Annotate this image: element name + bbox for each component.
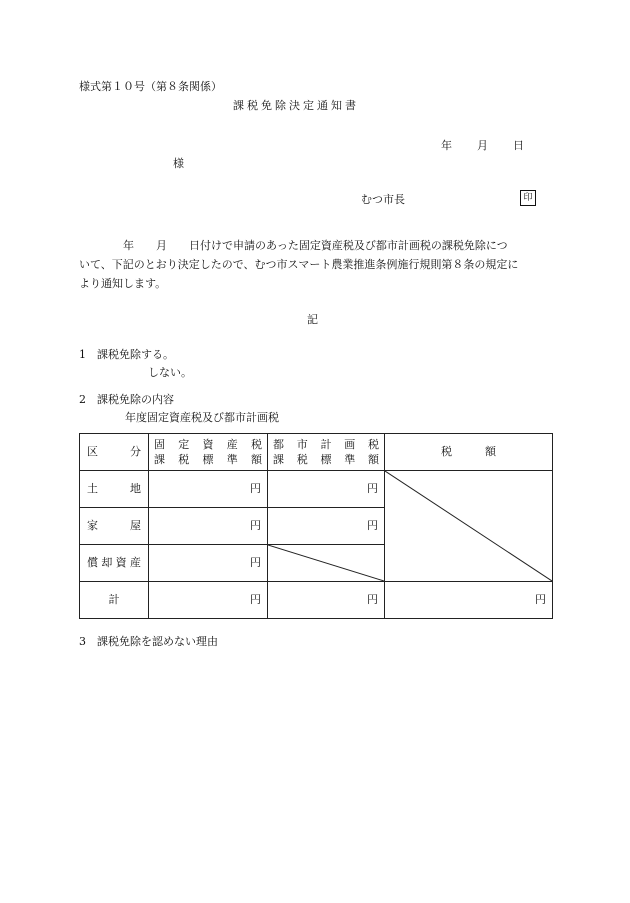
diagonal-strike: [385, 471, 552, 581]
row-label: 家 屋: [80, 508, 149, 545]
body-line-2: いて、下記のとおり決定したので、むつ市スマート農業推進条例施行規則第８条の規定に: [79, 258, 519, 271]
total-label: 計: [80, 582, 149, 619]
header-city-planning-line1: 都 市 計 画 税: [273, 438, 379, 451]
header-fixed-asset: [149, 434, 268, 471]
row-fixed-asset-value: 円: [149, 508, 268, 545]
body-line-3: より通知します。: [79, 277, 167, 290]
row-city-planning-value: 円: [268, 508, 385, 545]
header-tax-amount: 税 額: [385, 434, 553, 471]
date-month: 月: [477, 139, 488, 152]
row-fixed-asset-value: 円: [149, 545, 268, 582]
header-city-planning: [268, 434, 385, 471]
total-fixed-asset-value: 円: [149, 582, 268, 619]
item1-label: 1 課税免除する。: [79, 348, 174, 361]
form-number: 様式第１０号（第８条関係）: [79, 80, 222, 93]
total-tax-amount: 円: [385, 582, 553, 619]
seal-mark: 印: [520, 190, 536, 206]
item2-label: 2 課税免除の内容: [79, 393, 174, 406]
header-city-planning-line2: 課 税 標 準 額: [273, 453, 379, 466]
city-planning-struck-cell: [268, 545, 385, 582]
row-label: 土 地: [80, 471, 149, 508]
diagonal-strike: [268, 545, 384, 581]
header-category: 区 分: [80, 434, 149, 471]
date-day: 日: [513, 139, 524, 152]
addressee-honorific: 様: [173, 157, 184, 170]
issuer-name: むつ市長: [361, 193, 405, 206]
item2-subtitle: 年度固定資産税及び都市計画税: [125, 411, 279, 424]
header-fixed-asset-line2: 課 税 標 準 額: [154, 453, 262, 466]
item1-alt: しない。: [148, 366, 192, 379]
table-row: [80, 471, 553, 508]
notice-body: [79, 236, 554, 293]
item3-label: 3 課税免除を認めない理由: [79, 635, 218, 648]
table-total-row: [80, 582, 553, 619]
body-line-1: 年 月 日付けで申請のあった固定資産税及び都市計画税の課税免除につ: [79, 239, 508, 252]
row-label: 償 却 資 産: [80, 545, 149, 582]
row-city-planning-value: 円: [268, 471, 385, 508]
tax-table: [79, 433, 553, 619]
date-year: 年: [441, 139, 452, 152]
header-fixed-asset-line1: 固 定 資 産 税: [154, 438, 262, 451]
date-line: [441, 139, 524, 153]
table-header-row: [80, 434, 553, 471]
row-fixed-asset-value: 円: [149, 471, 268, 508]
tax-amount-struck-cell: [385, 471, 553, 582]
total-city-planning-value: 円: [268, 582, 385, 619]
ki-heading: 記: [307, 313, 318, 326]
document-title: 課税免除決定通知書: [233, 99, 359, 112]
